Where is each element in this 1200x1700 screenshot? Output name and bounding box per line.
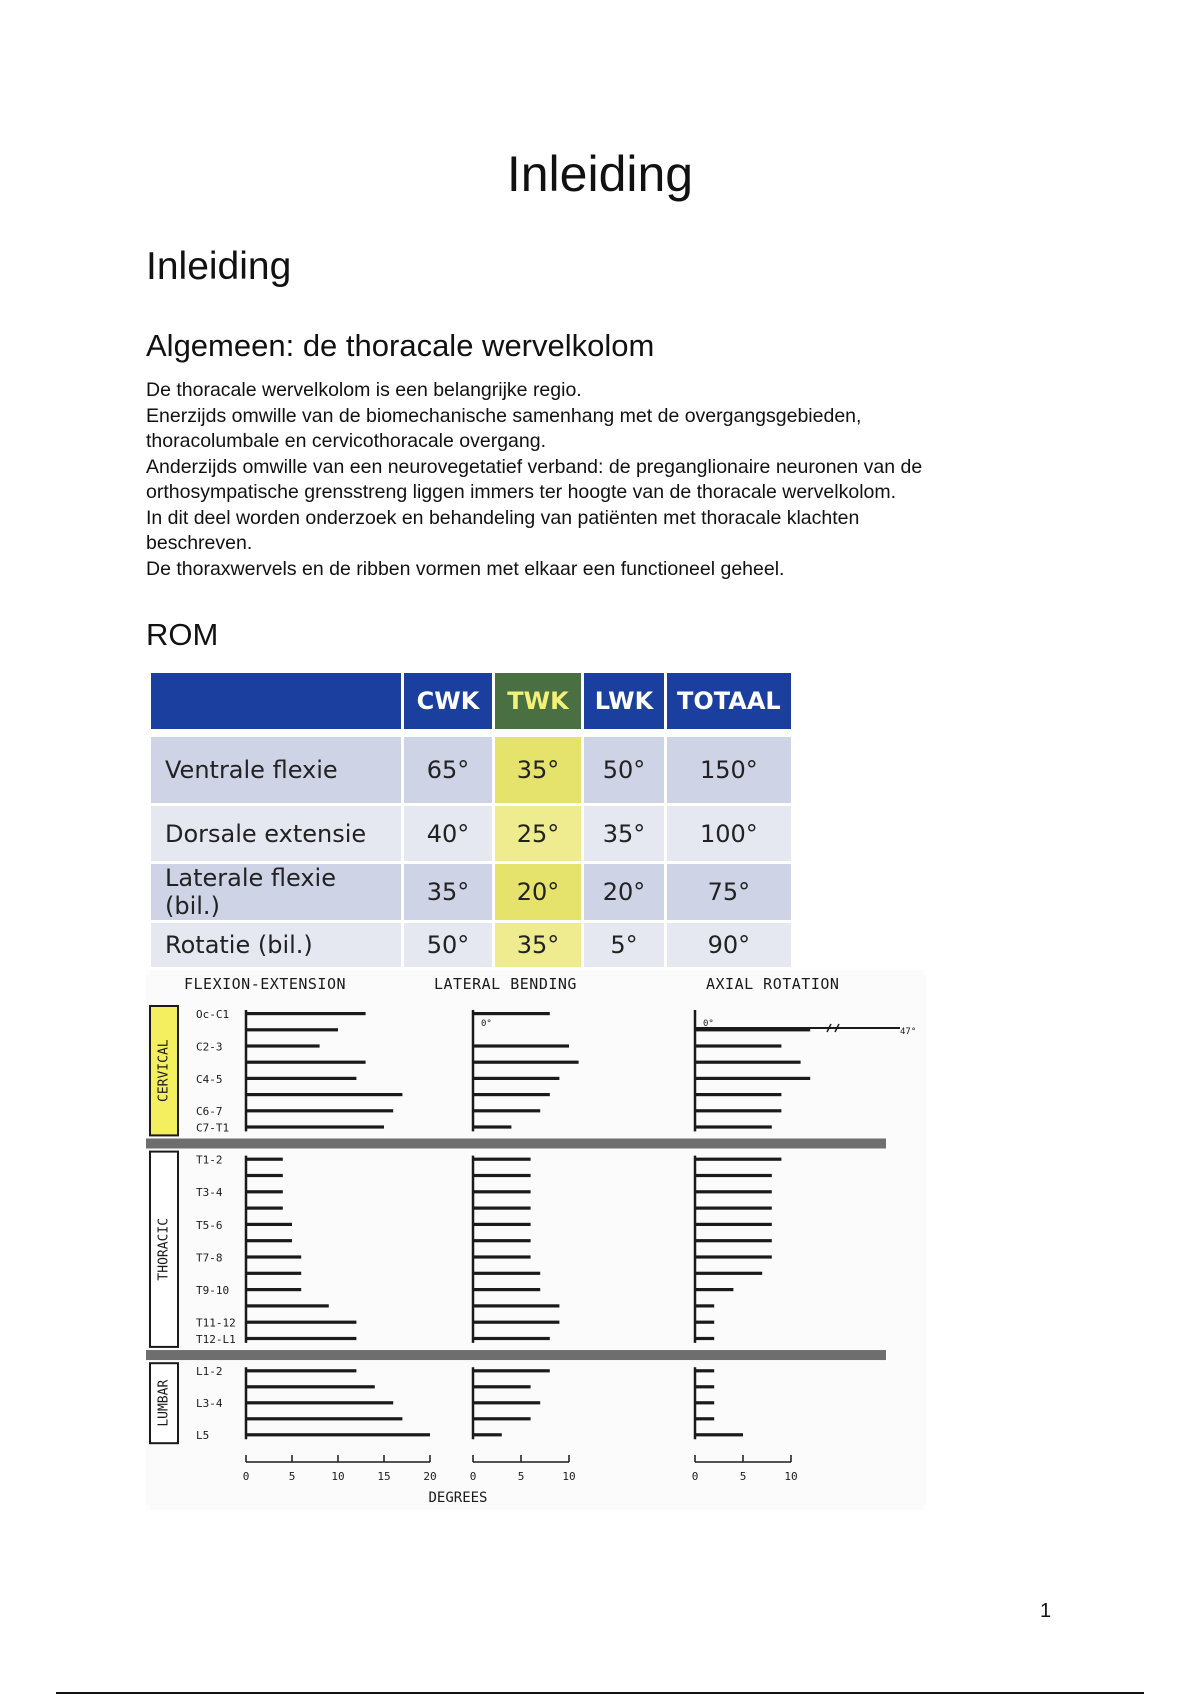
bar xyxy=(695,1255,772,1258)
segment-label: C2-3 xyxy=(196,1040,223,1054)
bar xyxy=(246,1061,366,1064)
bar xyxy=(695,1385,714,1388)
bar xyxy=(246,1174,283,1177)
bar xyxy=(473,1385,531,1388)
bar xyxy=(246,1093,402,1096)
paragraph-line: De thoraxwervels en de ribben vormen met elkaar een functioneel geheel. xyxy=(146,557,785,580)
segment-label: L1-2 xyxy=(196,1365,223,1379)
table-cell-movement: Laterale flexie (bil.) xyxy=(151,864,401,920)
table-cell-twk: 35° xyxy=(495,923,581,967)
paragraph-line: orthosympatische grensstreng liggen immers ter hoogte van de thoracale wervelkolom. xyxy=(146,481,897,503)
region-label: LUMBAR xyxy=(156,1379,172,1427)
page-number: 1 xyxy=(1040,1600,1052,1622)
table-cell-cwk: 35° xyxy=(404,864,492,920)
bar xyxy=(695,1190,772,1193)
bar xyxy=(695,1125,772,1128)
bar xyxy=(246,1385,375,1388)
table-cell-totaal: 90° xyxy=(667,923,791,967)
x-tick-label: 0 xyxy=(691,1470,699,1483)
segment-label: C7-T1 xyxy=(196,1121,230,1135)
segment-label: L5 xyxy=(196,1429,210,1443)
segment-label: T1-2 xyxy=(196,1153,223,1167)
bar xyxy=(695,1369,714,1372)
paragraph-line: In dit deel worden onderzoek en behandeling van patiënten met thoracale klachten xyxy=(146,506,860,529)
table-cell-cwk: 40° xyxy=(404,806,492,861)
bar xyxy=(695,1304,714,1307)
bar xyxy=(695,1174,772,1177)
bar xyxy=(695,1433,743,1436)
table-cell-totaal: 100° xyxy=(667,806,791,861)
region-separator-band xyxy=(146,1350,886,1360)
bar xyxy=(246,1028,338,1031)
table-cell-twk: 25° xyxy=(495,806,581,861)
paragraph-line: Enerzijds omwille van de biomechanische samenhang met de overgangsgebieden, xyxy=(146,404,862,427)
segment-label: C4-5 xyxy=(196,1072,223,1086)
bar xyxy=(246,1223,292,1226)
bar xyxy=(695,1223,772,1226)
bar xyxy=(695,1044,781,1047)
bar xyxy=(695,1288,733,1291)
bar xyxy=(473,1109,540,1112)
segment-label: T3-4 xyxy=(196,1186,223,1200)
subsection-heading: Algemeen: de thoracale wervelkolom xyxy=(146,328,655,363)
bar xyxy=(246,1109,393,1112)
table-row xyxy=(151,923,791,967)
bar xyxy=(246,1239,292,1242)
bar xyxy=(473,1369,550,1372)
segment-label: T9-10 xyxy=(196,1284,230,1297)
annotation-label: 0° xyxy=(703,1019,714,1029)
table-header-row xyxy=(151,673,791,729)
bar xyxy=(473,1288,540,1291)
bar xyxy=(695,1061,801,1064)
annotation-label: 47° xyxy=(900,1027,917,1037)
rom-heading: ROM xyxy=(146,617,219,652)
bar xyxy=(473,1093,550,1096)
table-cell-movement: Rotatie (bil.) xyxy=(151,923,401,967)
segment-label: T7-8 xyxy=(196,1251,223,1265)
bar xyxy=(473,1044,569,1047)
bar xyxy=(473,1272,540,1275)
bar xyxy=(246,1012,366,1015)
x-tick-label: 10 xyxy=(784,1470,798,1483)
bar xyxy=(473,1061,579,1064)
bar xyxy=(473,1417,531,1420)
table-cell-movement: Dorsale extensie xyxy=(151,806,401,861)
x-tick-label: 0 xyxy=(469,1470,477,1483)
bar xyxy=(473,1337,550,1340)
rom-table xyxy=(148,670,794,970)
bar xyxy=(473,1239,531,1242)
segmental-rom-figure xyxy=(146,970,926,1510)
bar xyxy=(246,1158,283,1161)
annotation-label: 0° xyxy=(481,1019,492,1029)
bar xyxy=(246,1288,301,1291)
bar xyxy=(246,1255,301,1258)
paragraph-line: De thoracale wervelkolom is een belangrijke regio. xyxy=(146,379,582,401)
header-cell-lwk: LWK xyxy=(584,673,664,729)
table-cell-lwk: 35° xyxy=(584,806,664,861)
bar xyxy=(473,1077,559,1080)
bar xyxy=(473,1012,550,1015)
table-cell-cwk: 65° xyxy=(404,737,492,803)
bar xyxy=(695,1417,714,1420)
table-cell-totaal: 75° xyxy=(667,864,791,920)
bar xyxy=(473,1255,531,1258)
region-separator-band xyxy=(146,1139,886,1149)
bar xyxy=(246,1077,356,1080)
bar xyxy=(473,1401,540,1404)
bar xyxy=(695,1401,714,1404)
table-cell-totaal: 150° xyxy=(667,737,791,803)
bar xyxy=(473,1207,531,1210)
segment-label: L3-4 xyxy=(196,1397,223,1411)
bar xyxy=(246,1190,283,1193)
x-axis-label: DEGREES xyxy=(428,1490,488,1506)
region-label: THORACIC xyxy=(156,1217,172,1281)
table-cell-movement: Ventrale flexie xyxy=(151,737,401,803)
table-row xyxy=(151,806,791,861)
header-cell-cwk: CWK xyxy=(404,673,492,729)
bar xyxy=(246,1044,320,1047)
bar xyxy=(473,1158,531,1161)
panel-title: AXIAL ROTATION xyxy=(706,975,840,993)
table-row xyxy=(151,737,791,803)
header-cell-totaal: TOTAAL xyxy=(667,673,791,729)
header-cell-twk: TWK xyxy=(495,673,581,729)
x-tick-label: 5 xyxy=(288,1470,296,1483)
table-cell-lwk: 20° xyxy=(584,864,664,920)
intro-paragraph xyxy=(146,378,1046,582)
paragraph-line: thoracolumbale en cervicothoracale overgang. xyxy=(146,430,546,452)
segment-label: T11-12 xyxy=(196,1316,236,1330)
region-label: CERVICAL xyxy=(156,1039,172,1103)
bar xyxy=(695,1158,781,1161)
section-heading: Inleiding xyxy=(146,245,292,288)
bar xyxy=(695,1239,772,1242)
table-cell-cwk: 50° xyxy=(404,923,492,967)
segment-label: C6-7 xyxy=(196,1105,223,1119)
bar xyxy=(695,1207,772,1210)
x-tick-label: 10 xyxy=(562,1470,576,1483)
bar xyxy=(246,1337,356,1340)
bar xyxy=(473,1125,511,1128)
bar xyxy=(246,1272,301,1275)
bar xyxy=(246,1304,329,1307)
paragraph-line: Anderzijds omwille van een neurovegetatief verband: de preganglionaire neuronen van de xyxy=(146,455,923,478)
bar xyxy=(695,1109,781,1112)
bar xyxy=(695,1093,781,1096)
bar xyxy=(695,1321,714,1324)
bar xyxy=(473,1190,531,1193)
bar xyxy=(246,1125,384,1128)
x-tick-label: 5 xyxy=(739,1470,747,1483)
table-cell-twk: 35° xyxy=(495,737,581,803)
table-cell-lwk: 5° xyxy=(584,923,664,967)
x-tick-label: 20 xyxy=(423,1470,437,1483)
x-tick-label: 0 xyxy=(242,1470,250,1483)
bar xyxy=(246,1321,356,1324)
footer-rule xyxy=(56,1692,1144,1694)
segment-label: Oc-C1 xyxy=(196,1008,230,1021)
bar xyxy=(246,1207,283,1210)
document-title: Inleiding xyxy=(506,146,694,202)
bar xyxy=(473,1321,559,1324)
bar xyxy=(473,1433,502,1436)
bar xyxy=(473,1223,531,1226)
bar xyxy=(246,1433,430,1436)
bar xyxy=(246,1369,356,1372)
segment-label: T5-6 xyxy=(196,1218,223,1232)
panel-title: LATERAL BENDING xyxy=(434,975,577,993)
bar xyxy=(695,1337,714,1340)
bar xyxy=(246,1401,393,1404)
header-cell-empty xyxy=(151,673,401,729)
x-tick-label: 15 xyxy=(377,1470,391,1483)
table-cell-twk: 20° xyxy=(495,864,581,920)
bar xyxy=(246,1417,402,1420)
paragraph-line: beschreven. xyxy=(146,532,253,554)
bar xyxy=(473,1304,559,1307)
segment-label: T12-L1 xyxy=(196,1332,236,1346)
table-cell-lwk: 50° xyxy=(584,737,664,803)
bar xyxy=(695,1077,810,1080)
bar xyxy=(695,1272,762,1275)
bar xyxy=(473,1174,531,1177)
x-tick-label: 10 xyxy=(331,1470,345,1483)
panel-title: FLEXION-EXTENSION xyxy=(184,975,347,993)
x-tick-label: 5 xyxy=(517,1470,525,1483)
table-row xyxy=(151,864,791,920)
